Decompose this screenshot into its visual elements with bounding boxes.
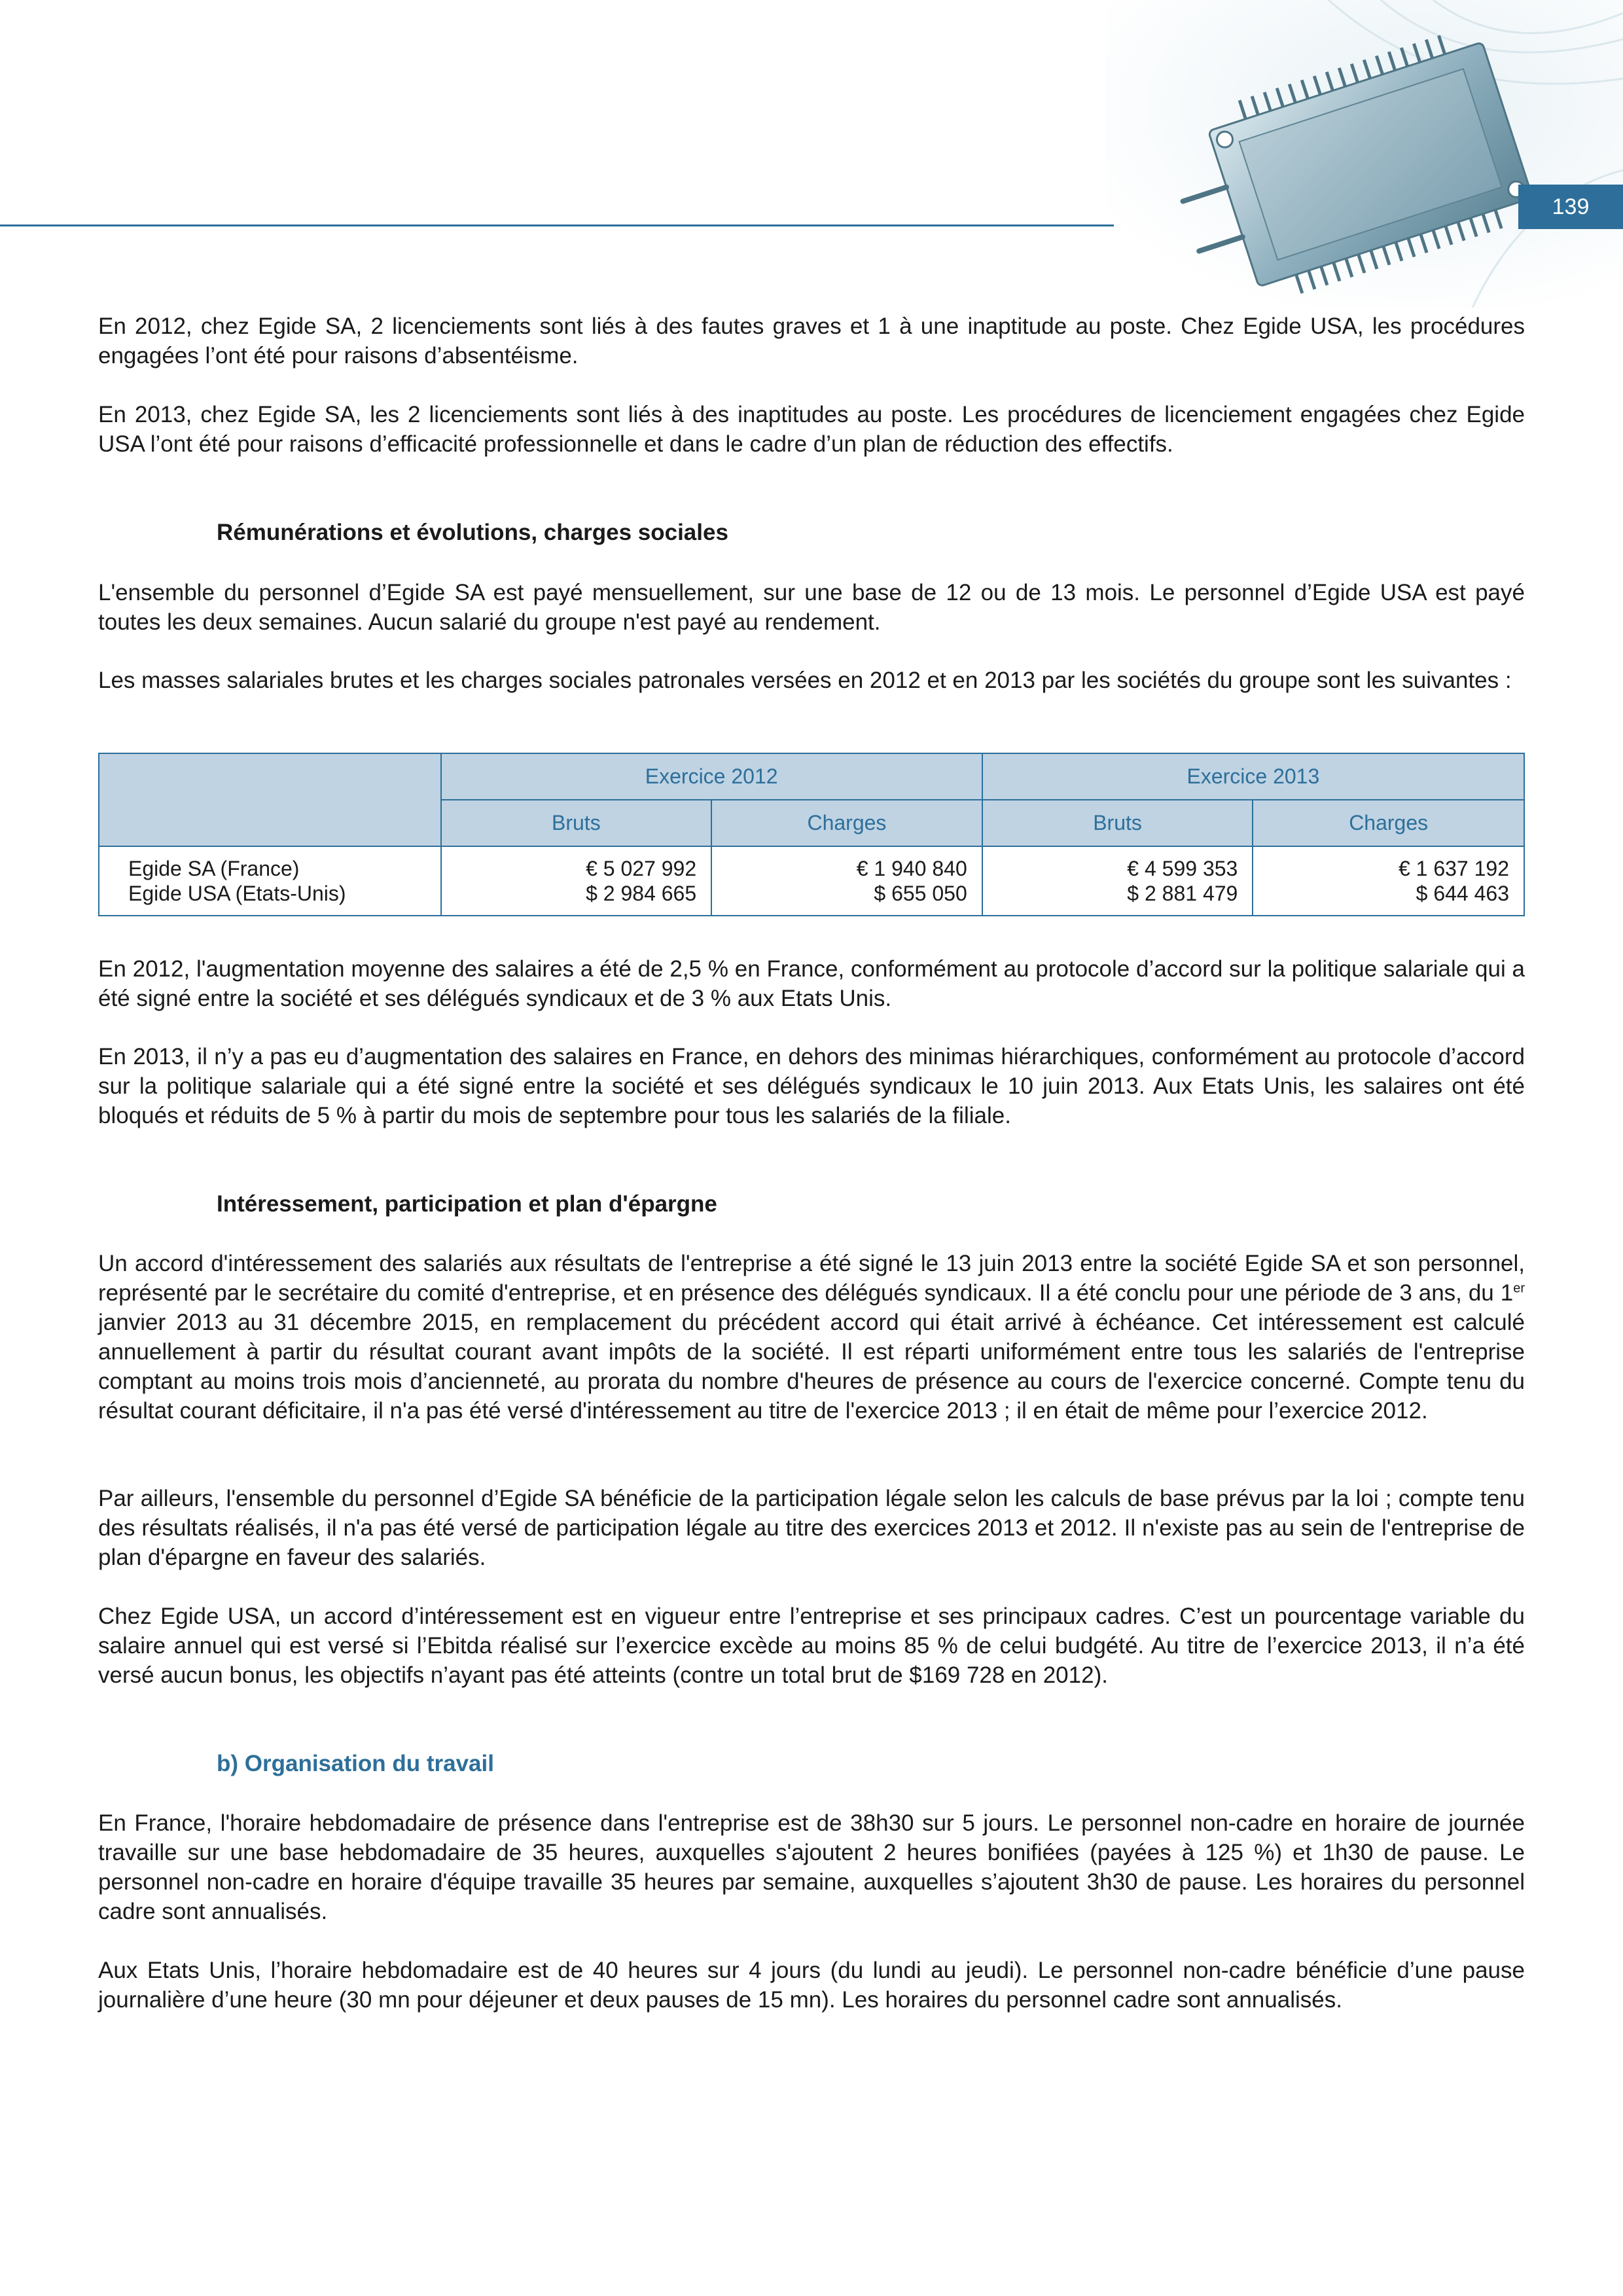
- section-heading-remunerations: Rémunérations et évolutions, charges sociales: [217, 520, 728, 545]
- section-heading-organisation: b) Organisation du travail: [217, 1751, 494, 1776]
- row-label: Egide SA (France): [128, 857, 300, 880]
- header-rule: [0, 224, 1114, 226]
- superscript: er: [1513, 1281, 1525, 1296]
- paragraph: [98, 1249, 1525, 1426]
- paragraph: Aux Etats Unis, l’horaire hebdomadaire est de 40 heures sur 4 jours (du lundi au jeudi). Le personnel non-cadre bénéficie d’une pause journalière d’une heure (30 mn pour déjeuner et deux pauses de 15 mn). Les horaires du personnel cadre sont annualisés.: [98, 1958, 1525, 2013]
- cell-value: $ 655 050: [874, 882, 967, 905]
- cell-value: € 1 940 840: [856, 857, 967, 880]
- table-group-header: Exercice 2012: [441, 753, 982, 800]
- table-cell: [711, 846, 982, 916]
- table-cell: [441, 846, 712, 916]
- section-heading-interessement: Intéressement, participation et plan d'épargne: [217, 1191, 717, 1217]
- paragraph: En 2012, chez Egide SA, 2 licenciements sont liés à des fautes graves et 1 à une inaptitude au poste. Chez Egide USA, les procédures engagées l’ont été pour raisons d’absentéisme.: [98, 314, 1525, 368]
- paragraph: En France, l'horaire hebdomadaire de présence dans l'entreprise est de 38h30 sur 5 jours. Le personnel non-cadre en horaire de journée travaille sur une base hebdomadaire de 35 heures, auxquelles s'ajoutent 2 heures bonifiées (payées à 125 %) et 1h30 de pause. Le personnel non-cadre en horaire d'équipe travaille 35 heures par semaine, auxquelles s’ajoutent 3h30 de pause. Les horaires du personnel cadre sont annualisés.: [98, 1810, 1525, 1924]
- row-label: Egide USA (Etats-Unis): [128, 882, 346, 905]
- table-column-header: Charges: [711, 800, 982, 846]
- table-row-labels: [99, 846, 441, 916]
- table-cell: [982, 846, 1253, 916]
- paragraph: Les masses salariales brutes et les charges sociales patronales versées en 2012 et en 2013 par les sociétés du groupe sont les suivantes :: [98, 668, 1512, 693]
- paragraph-text: Un accord d'intéressement des salariés aux résultats de l'entreprise a été signé le 13 juin 2013 entre la société Egide SA et son personnel, représenté par le secrétaire du comité d'entreprise, et en présence des délégués syndicaux. Il a été conclu pour une période de 3 ans, du 1: [98, 1251, 1525, 1306]
- paragraph: En 2013, chez Egide SA, les 2 licenciements sont liés à des inaptitudes au poste. Les procédures de licenciement engagées chez Egide USA l’ont été pour raisons d’efficacité professionnelle et dans le cadre d’un plan de réduction des effectifs.: [98, 402, 1525, 457]
- paragraph: L'ensemble du personnel d’Egide SA est payé mensuellement, sur une base de 12 ou de 13 mois. Le personnel d’Egide USA est payé toutes les deux semaines. Aucun salarié du groupe n'est payé au rendement.: [98, 580, 1525, 635]
- table-cell: [1253, 846, 1524, 916]
- paragraph: En 2012, l'augmentation moyenne des salaires a été de 2,5 % en France, conformément au protocole d’accord sur la politique salariale qui a été signé entre la société et ses délégués syndicaux et de 3 % aux Etats Unis.: [98, 956, 1525, 1011]
- cell-value: $ 2 881 479: [1127, 882, 1238, 905]
- salary-table: [98, 753, 1525, 916]
- paragraph: En 2013, il n’y a pas eu d’augmentation des salaires en France, en dehors des minimas hiérarchiques, conformément au protocole d’accord sur la politique salariale qui a été signé entre la société et ses délégués syndicaux le 10 juin 2013. Aux Etats Unis, les salaires ont été bloqués et réduits de 5 % à partir du mois de septembre pour tous les salariés de la filiale.: [98, 1044, 1525, 1128]
- paragraph: Par ailleurs, l'ensemble du personnel d’Egide SA bénéficie de la participation légale selon les calculs de base prévus par la loi ; compte tenu des résultats réalisés, il n'a pas été versé de participation légale au titre des exercices 2013 et 2012. Il n'existe pas au sein de l'entreprise de plan d'épargne en faveur des salariés.: [98, 1486, 1525, 1570]
- cell-value: € 5 027 992: [586, 857, 697, 880]
- table-column-header: Bruts: [441, 800, 712, 846]
- cell-value: € 1 637 192: [1398, 857, 1509, 880]
- table-column-header: Charges: [1253, 800, 1524, 846]
- header-illustration: [1106, 0, 1623, 308]
- paragraph: Chez Egide USA, un accord d’intéressement est en vigueur entre l’entreprise et ses principaux cadres. C’est un pourcentage variable du salaire annuel qui est versé si l’Ebitda réalisé sur l’exercice excède au moins 85 % de celui budgété. Au titre de l’exercice 2013, il n’a été versé aucun bonus, les objectifs n’ayant pas été atteints (contre un total brut de $169 728 en 2012).: [98, 1604, 1525, 1688]
- paragraph-text: janvier 2013 au 31 décembre 2015, en remplacement du précédent accord qui était arrivé à échéance. Cet intéressement est calculé annuellement à partir du résultat courant avant impôts de la société. Il est réparti uniformément entre tous les salariés de l'entreprise comptant au moins trois mois d’ancienneté, au prorata du nombre d'heures de présence au cours de l'exercice concerné. Compte tenu du résultat courant déficitaire, il n'a pas été versé d'intéressement au titre de l'exercice 2013 ; il en était de même pour l’exercice 2012.: [98, 1310, 1525, 1424]
- table-row: [99, 846, 1524, 916]
- cell-value: $ 644 463: [1416, 882, 1509, 905]
- table-corner-cell: [99, 753, 441, 846]
- cell-value: $ 2 984 665: [586, 882, 697, 905]
- table-column-header: Bruts: [982, 800, 1253, 846]
- cell-value: € 4 599 353: [1127, 857, 1238, 880]
- page-number: 139: [1518, 185, 1623, 229]
- table-group-header: Exercice 2013: [982, 753, 1524, 800]
